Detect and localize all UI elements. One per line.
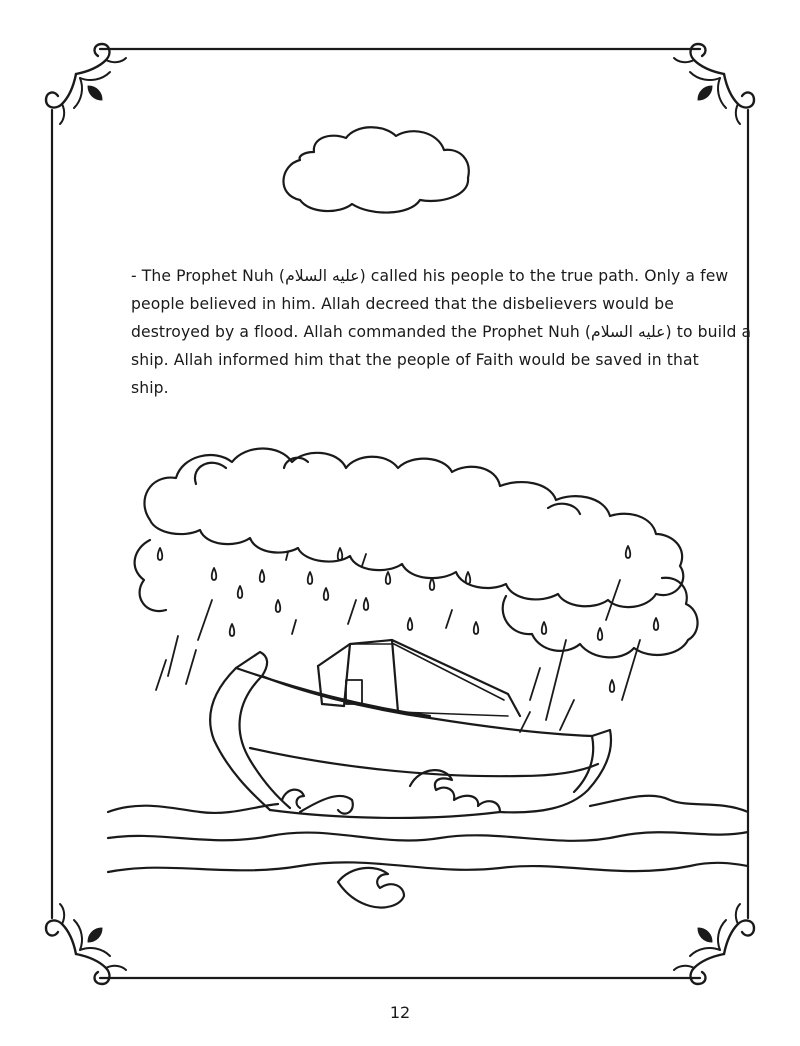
noahs-ark bbox=[210, 640, 611, 818]
story-line: ship. bbox=[131, 379, 169, 397]
story-line: - The Prophet Nuh (عليه السلام) called his people to the true path. Only a few bbox=[131, 267, 729, 285]
story-paragraph bbox=[131, 262, 752, 402]
corner-ornament-bottom-left bbox=[46, 904, 126, 984]
page-number: 12 bbox=[389, 1003, 411, 1022]
corner-ornament-bottom-right bbox=[674, 904, 754, 984]
corner-ornament-top-right bbox=[674, 44, 754, 124]
small-cloud bbox=[283, 127, 468, 212]
storm-clouds bbox=[135, 449, 698, 658]
story-line: destroyed by a flood. Allah commanded the Prophet Nuh (عليه السلام) to build a bbox=[131, 323, 752, 341]
story-line: people believed in him. Allah decreed that the disbelievers would be bbox=[131, 295, 674, 313]
story-line: ship. Allah informed him that the people of Faith would be saved in that bbox=[131, 351, 699, 369]
rain bbox=[156, 546, 658, 732]
sea-waves bbox=[108, 796, 748, 908]
corner-ornament-top-left bbox=[46, 44, 126, 124]
page-border bbox=[52, 49, 752, 978]
